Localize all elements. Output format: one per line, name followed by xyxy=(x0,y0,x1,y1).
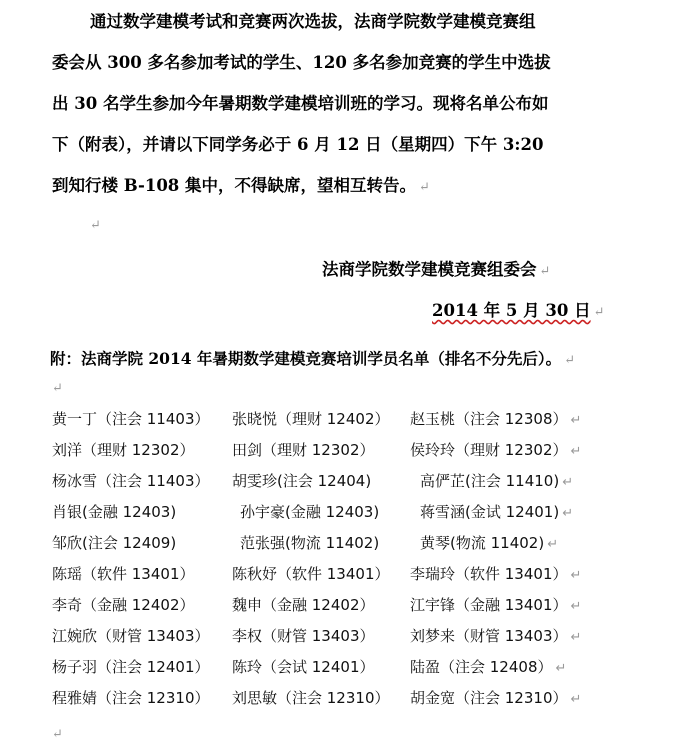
roster-cell: 胡金宽（注会 12310） ↵ xyxy=(410,689,582,707)
roster-cell: 陈瑶（软件 13401） xyxy=(52,565,195,583)
paragraph-mark: ↵ xyxy=(562,475,574,490)
paragraph-mark: ↵ xyxy=(555,661,567,676)
paragraph-mark: ↵ xyxy=(570,692,582,707)
paragraph-mark: ↵ xyxy=(419,180,430,195)
roster-cell: 刘洋（理财 12302） xyxy=(52,441,195,459)
roster-cell: 黄琴(物流 11402) ↵ xyxy=(420,534,559,552)
intro-line-1: 通过数学建模考试和竞赛两次选拔，法商学院数学建模竞赛组 xyxy=(90,12,536,31)
roster-cell: 李权（财管 13403） xyxy=(232,627,375,645)
roster-cell: 江婉欣（财管 13403） xyxy=(52,627,210,645)
intro-line-3: 出 30 名学生参加今年暑期数学建模培训班的学习。现将名单公布如 xyxy=(52,94,549,113)
intro-line-2: 委会从 300 多名参加考试的学生、120 多名参加竞赛的学生中选拔 xyxy=(52,53,551,72)
paragraph-mark: ↵ xyxy=(90,218,101,233)
paragraph-mark: ↵ xyxy=(562,506,574,521)
roster-cell: 侯玲玲（理财 12302） ↵ xyxy=(410,441,582,459)
signature-org: 法商学院数学建模竞赛组委会 ↵ xyxy=(322,260,551,279)
roster-cell: 江宇锋（金融 13401） ↵ xyxy=(410,596,582,614)
paragraph-mark: ↵ xyxy=(570,568,582,583)
roster-cell: 邹欣(注会 12409) xyxy=(52,534,177,552)
paragraph-mark: ↵ xyxy=(570,444,582,459)
roster-cell: 黄一丁（注会 11403） xyxy=(52,410,210,428)
paragraph-mark: ↵ xyxy=(547,537,559,552)
roster-cell: 范张强(物流 11402) xyxy=(240,534,380,552)
paragraph-mark: ↵ xyxy=(539,264,551,279)
roster-cell: 田剑（理财 12302） xyxy=(232,441,375,459)
roster-cell: 蒋雪涵(金试 12401) ↵ xyxy=(420,503,574,521)
roster-cell: 刘梦来（财管 13403） ↵ xyxy=(410,627,582,645)
paragraph-mark: ↵ xyxy=(564,353,576,368)
roster-cell: 孙宇豪(金融 12403) xyxy=(240,503,380,521)
roster-cell: 刘思敏（注会 12310） xyxy=(232,689,390,707)
paragraph-mark: ↵ xyxy=(593,305,605,320)
intro-line-5: 到知行楼 B-108 集中，不得缺席，望相互转告。 ↵ xyxy=(52,176,430,195)
roster-cell: 胡雯珍(注会 12404) xyxy=(232,472,372,490)
paragraph-mark: ↵ xyxy=(52,381,63,396)
paragraph-mark: ↵ xyxy=(570,413,582,428)
roster-cell: 李奇（金融 12402） xyxy=(52,596,195,614)
roster-cell: 高俨芷(注会 11410) ↵ xyxy=(420,472,574,490)
roster-cell: 程雅婧（注会 12310） xyxy=(52,689,210,707)
intro-line-4: 下（附表），并请以下同学务必于 6 月 12 日（星期四）下午 3:20 xyxy=(52,135,544,154)
roster-cell: 陈秋妤（软件 13401） xyxy=(232,565,390,583)
roster-cell: 杨冰雪（注会 11403） xyxy=(52,472,210,490)
signature-date: 2014 年 5 月 30 日 ↵ xyxy=(432,301,605,320)
appendix-title: 附：法商学院 2014 年暑期数学建模竞赛培训学员名单（排名不分先后）。 ↵ xyxy=(50,349,576,368)
paragraph-mark: ↵ xyxy=(570,599,582,614)
roster-cell: 陆盈（注会 12408） ↵ xyxy=(410,658,567,676)
paragraph-mark: ↵ xyxy=(570,630,582,645)
roster-cell: 肖银(金融 12403) xyxy=(52,503,177,521)
roster-cell: 李瑞玲（软件 13401） ↵ xyxy=(410,565,582,583)
roster-cell: 杨子羽（注会 12401） xyxy=(52,658,210,676)
roster-cell: 陈玲（会试 12401） xyxy=(232,658,375,676)
paragraph-mark: ↵ xyxy=(52,727,63,742)
roster-cell: 赵玉桃（注会 12308） ↵ xyxy=(410,410,582,428)
roster-cell: 魏申（金融 12402） xyxy=(232,596,375,614)
roster-cell: 张晓悦（理财 12402） xyxy=(232,410,390,428)
